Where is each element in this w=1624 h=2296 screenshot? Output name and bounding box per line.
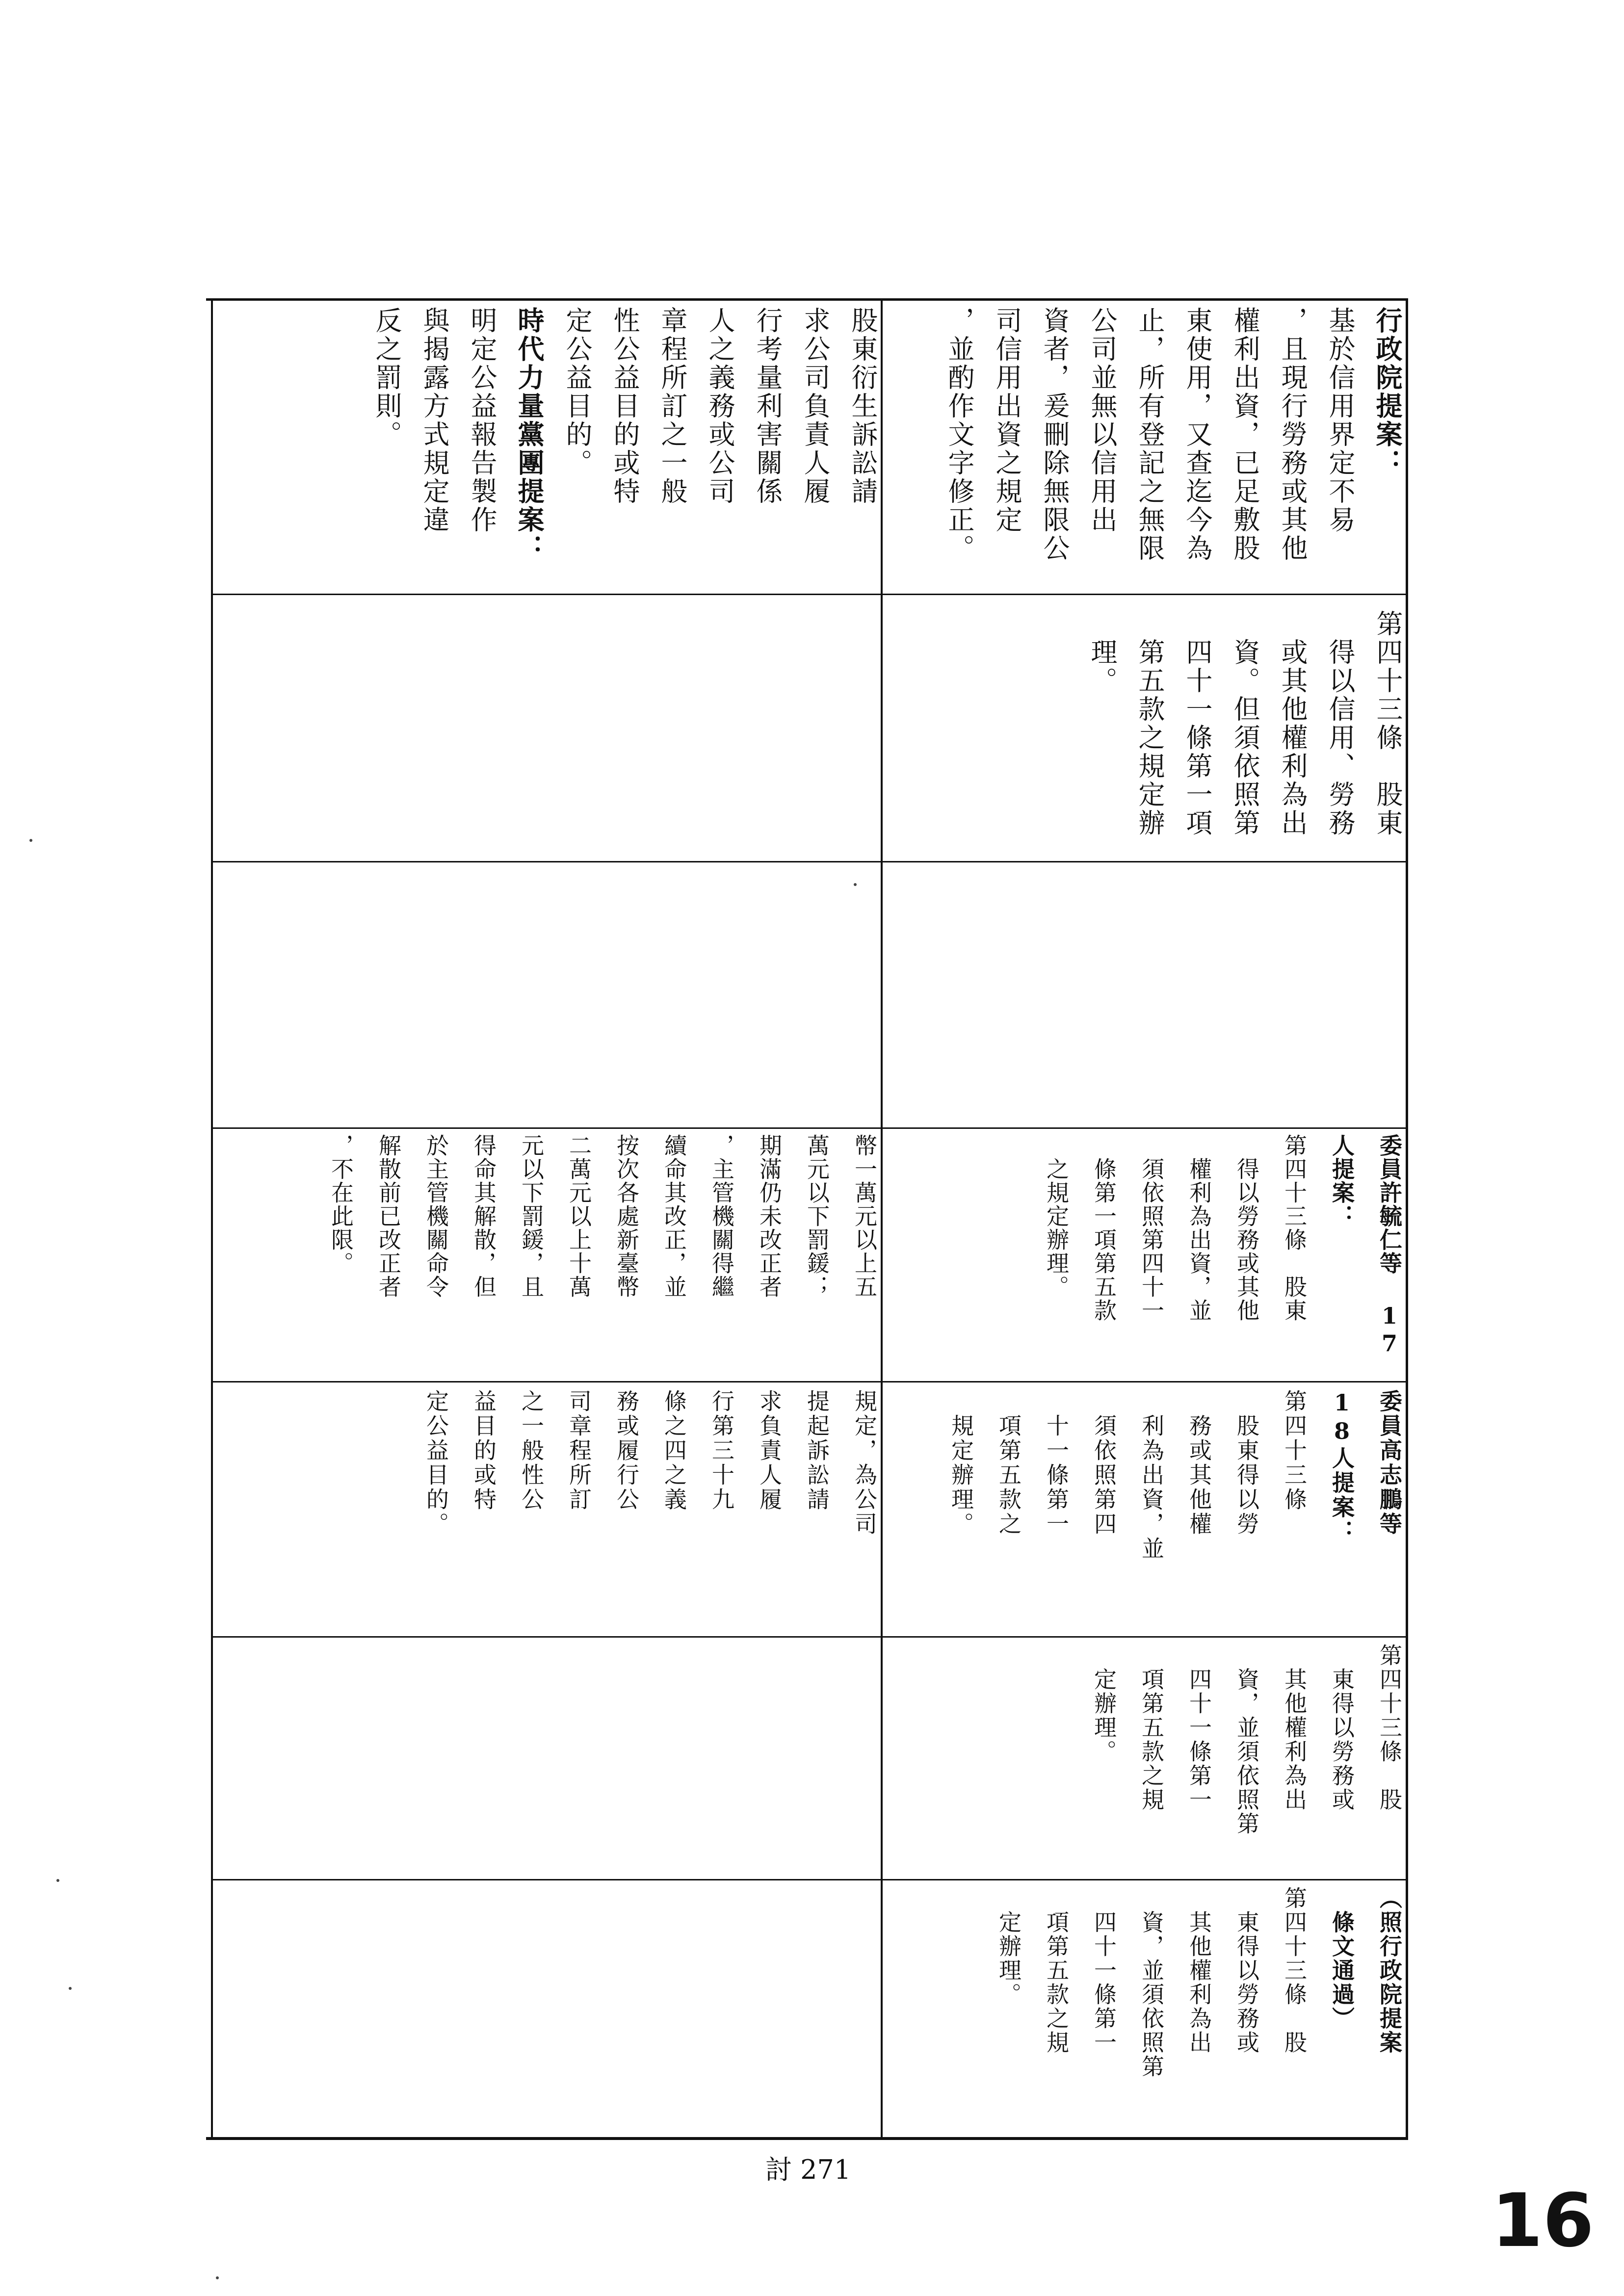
text-column: 須依照第四 [1091,1389,1117,1537]
scan-speck [69,1987,72,1990]
bottom-cell-2 [883,1638,1406,1879]
text-column: 明定公益報告製作 [467,307,498,534]
text-column: 得命其解散，但 [471,1134,497,1299]
lower-cell-1 [213,1383,881,1636]
text-column: 第四十三條 股 [1376,1644,1403,1812]
text-column: 東得以勞務或 [1233,1886,1260,2055]
text-column: 項第五款之規 [1043,1886,1070,2055]
text-column-heading: 行政院提案： [1372,307,1403,477]
text-column-heading: 條文通過） [1329,1886,1355,2031]
text-column: ，主管機關得繼 [708,1134,735,1299]
text-column: 行第三十九 [708,1389,735,1512]
text-column: 行考量利害關係 [752,307,783,506]
text-column-heading: 人提案： [1329,1134,1355,1228]
text-column: 東得以勞務或 [1329,1644,1355,1812]
text-column: 得以信用、勞務 [1325,610,1356,837]
bottom-cell-3 [883,1880,1406,2137]
text-column: 司章程所訂 [566,1389,592,1512]
text-column: 其他權利為出 [1186,1886,1212,2055]
text-column: 定公益目的。 [562,307,593,477]
handwritten-page-number: 16 [1492,2178,1594,2264]
text-column: 得以勞務或其他 [1233,1134,1260,1322]
text-column: 第四十三條 股 [1281,1886,1308,2055]
scan-speck [56,1879,59,1882]
text-column-heading: 時代力量黨團提案： [514,307,545,563]
text-column: 之一般性公 [518,1389,545,1512]
text-column: 司信用出資之規定 [992,307,1022,534]
text-column: 條之四之義 [661,1389,687,1512]
text-column: 第四十三條 [1281,1389,1308,1512]
text-column: 解散前已改正者 [375,1134,402,1299]
text-column: 求公司負責人履 [800,307,831,506]
text-column: 股東得以勞 [1233,1389,1260,1537]
text-column: 第四十三條 股東 [1372,610,1403,837]
text-column: 規定，為公司 [851,1389,878,1537]
text-column: 益目的或特 [471,1389,497,1512]
text-column: 資，並須依照第 [1138,1886,1165,2079]
text-column: 定公益目的。 [423,1389,449,1537]
lower-cell-2 [883,1383,1406,1636]
text-column: 十一條第一 [1043,1389,1070,1537]
text-column: 止，所有登記之無限 [1134,307,1165,563]
text-column: 求負責人履 [756,1389,783,1512]
text-column-heading: 委員高志鵬等 [1376,1389,1403,1537]
middle-cell-3 [883,1129,1406,1381]
text-column: ，不在此限。 [328,1134,354,1275]
scan-speck [29,839,32,842]
text-column: 項第五款之 [995,1389,1022,1537]
text-column: 元以下罰鍰，且 [518,1134,545,1299]
text-column: 務或其他權 [1186,1389,1212,1537]
text-column: 定辦理。 [995,1886,1022,2007]
upper-cell-1 [213,301,881,594]
table-right-border [1406,298,1408,2138]
text-column-heading: 委員許毓仁等 17 [1376,1134,1403,1357]
table-bottom-border [206,2137,1408,2140]
text-column: 第五款之規定辦 [1134,610,1165,837]
text-column: 資。但須依照第 [1230,610,1260,837]
text-column: 之規定辦理。 [1043,1134,1070,1299]
text-column: 權利出資，已足敷股 [1230,307,1260,563]
text-column: 定辦理。 [1091,1644,1117,1764]
text-column: ，且現行勞務或其他 [1277,307,1308,563]
text-column: 規定辦理。 [948,1389,974,1537]
text-column: 續命其改正，並 [661,1134,687,1299]
text-column: 於主管機關命令 [423,1134,449,1299]
text-column: 資者，爰刪除無限公 [1039,307,1070,563]
text-column: 須依照第四十一 [1138,1134,1165,1322]
text-column: 人之義務或公司 [705,307,735,506]
text-column: 利為出資，並 [1138,1389,1165,1561]
scan-speck [854,883,857,886]
text-column: 四十一條第一 [1091,1886,1117,2055]
text-column: 東使用，又查迄今為 [1182,307,1213,563]
text-column-heading: （照行政院提案 [1376,1886,1403,2055]
text-column: 性公益目的或特 [609,307,640,506]
text-column: 二萬元以上十萬 [566,1134,592,1299]
row-divider-2 [211,861,1408,862]
text-column: 其他權利為出 [1281,1644,1308,1812]
text-column-heading: 18人提案： [1329,1389,1355,1544]
text-column: 權利為出資，並 [1186,1134,1212,1322]
text-column: 或其他權利為出 [1277,610,1308,837]
text-column: 理。 [1087,610,1118,695]
text-column: 股東衍生訴訟請 [847,307,878,506]
text-column: 章程所訂之一般 [657,307,688,506]
text-column: 四十一條第一項 [1182,610,1213,837]
text-column: 公司並無以信用出 [1087,307,1118,534]
text-column: ，並酌作文字修正。 [944,307,975,563]
upper-cell-5 [883,301,1406,594]
text-column: 與揭露方式規定違 [419,307,450,534]
scan-speck [216,2276,219,2279]
text-column: 提起訴訟請 [804,1389,830,1512]
text-column: 資，並須依照第 [1233,1644,1260,1836]
text-column: 期滿仍未改正者 [756,1134,783,1299]
page-footer-label: 討 271 [765,2154,851,2185]
text-column: 反之罰則。 [371,307,402,449]
upper-cell-4 [883,595,1406,861]
text-column: 務或履行公 [613,1389,640,1512]
text-column: 萬元以下罰鍰； [804,1134,830,1299]
middle-cell-1 [213,1129,881,1381]
text-column: 第四十三條 股東 [1281,1134,1308,1322]
text-column: 四十一條第一 [1186,1644,1212,1812]
text-column: 按次各處新臺幣 [613,1134,640,1299]
text-column: 幣一萬元以上五 [851,1134,878,1299]
text-column: 基於信用界定不易 [1325,307,1356,534]
text-column: 條第一項第五款 [1091,1134,1117,1322]
text-column: 項第五款之規 [1138,1644,1165,1812]
